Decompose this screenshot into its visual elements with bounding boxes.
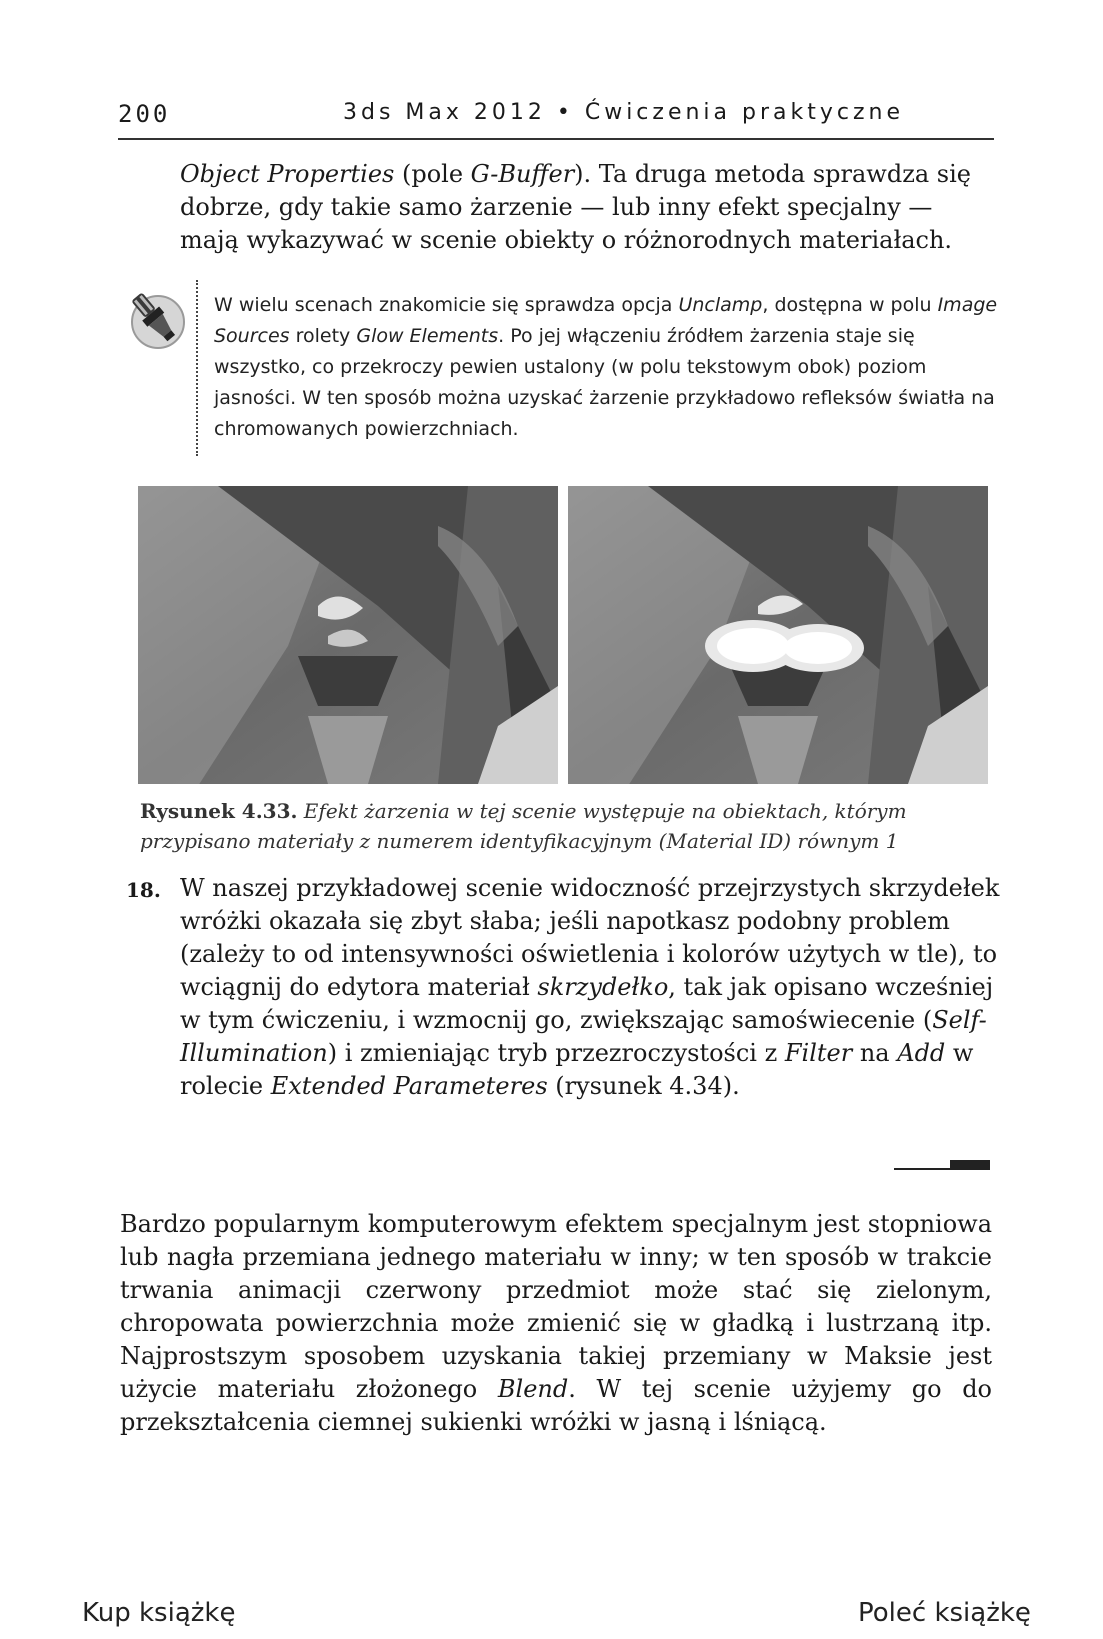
figure-image-left <box>138 486 558 784</box>
step-text-5: w rolecie <box>180 1039 974 1100</box>
intro-text-2: ). Ta druga metoda sprawdza się dobrze, gdy takie samo żarzenie — lub inny efekt specjalny — mają wykazywać w scenie obiekty o różnorodnych materiałach. <box>180 160 971 254</box>
recommend-book-link[interactable]: Poleć książkę <box>858 1598 1031 1628</box>
main-paragraph <box>120 1208 992 1439</box>
page-header <box>118 98 994 140</box>
running-title: 3ds Max 2012 • Ćwiczenia praktyczne <box>343 100 905 125</box>
tip-text <box>214 290 1004 445</box>
main-text-2: . W tej scenie użyjemy go do przekształcenia ciemnej sukienki wróżki w jasną i lśniącą. <box>120 1375 993 1436</box>
main-term-blend: Blend <box>497 1375 569 1403</box>
tip-text-1: W wielu scenach znakomicie się sprawdza opcja <box>214 294 679 316</box>
step-text-1: W naszej przykładowej scenie widoczność przejrzystych skrzydełek wróżki okazała się zbyt słaba; jeśli napotkasz podobny problem (zależy to od intensywności oświetlenia i kolorów użytych w tle), to wciągnij do edytora materiał <box>180 874 1000 1001</box>
section-end-mark <box>894 1160 990 1170</box>
caption-label: Rysunek 4.33. <box>140 799 298 823</box>
main-text-1: Bardzo popularnym komputerowym efektem specjalnym jest stopniowa lub nagła przemiana jednego materiału w inny; w ten sposób w trakcie trwania animacji czerwony przedmiot może stać się zielonym, chropowata powierzchnia może zmienić się w gładką i lustrzaną itp. Najprostszym sposobem uzyskania takiej przemiany w Maksie jest użycie materiału złożonego <box>120 1210 992 1403</box>
intro-text-1: (pole <box>394 160 471 188</box>
step-term-skrzydelko: skrzydełko <box>537 973 669 1001</box>
tip-text-2: , dostępna w polu <box>762 294 938 316</box>
figure-image-right <box>568 486 988 784</box>
step-term-extended-parameteres: Extended Parameteres <box>270 1072 548 1100</box>
tip-term-glow-elements: Glow Elements <box>356 325 499 347</box>
tip-text-3: rolety <box>289 325 357 347</box>
step-text-6: (rysunek 4.34). <box>547 1072 740 1100</box>
lightbulb-icon <box>128 286 186 350</box>
intro-paragraph <box>180 158 995 257</box>
tip-term-unclamp: Unclamp <box>678 294 763 316</box>
tip-divider <box>196 280 198 456</box>
caption-text: Efekt żarzenia w tej scenie występuje na obiektach, którym przypisano materiały z numerem identyfikacyjnym (Material ID) równym 1 <box>140 799 907 853</box>
intro-term-gbuffer: G-Buffer <box>470 160 575 188</box>
page-number: 200 <box>118 100 171 128</box>
step-number: 18. <box>126 878 161 902</box>
buy-book-link[interactable]: Kup książkę <box>82 1598 236 1628</box>
step-text <box>180 872 1006 1103</box>
step-term-add: Add <box>897 1039 946 1067</box>
end-mark-line <box>894 1168 950 1170</box>
step-text-3: ) i zmieniając tryb przezroczystości z <box>327 1039 785 1067</box>
tip-text-4: . Po jej włączeniu źródłem żarzenia staje się wszystko, co przekroczy pewien ustalony (w polu tekstowym obok) poziom jasności. W ten sposób można uzyskać żarzenie przykładowo refleksów światła na chromowanych powierzchniach. <box>214 325 995 440</box>
tip-term-image-sources: Image Sources <box>214 294 998 347</box>
step-term-self-illumination: Self-Illumination <box>180 1006 987 1067</box>
intro-term-object-properties: Object Properties <box>180 160 395 188</box>
end-mark-block <box>950 1160 990 1170</box>
step-term-filter: Filter <box>784 1039 853 1067</box>
step-text-2: , tak jak opisano wcześniej w tym ćwiczeniu, i wzmocnij go, zwiększając samoświecenie ( <box>180 973 994 1034</box>
step-text-4: na <box>852 1039 898 1067</box>
figure-caption <box>140 796 1010 856</box>
